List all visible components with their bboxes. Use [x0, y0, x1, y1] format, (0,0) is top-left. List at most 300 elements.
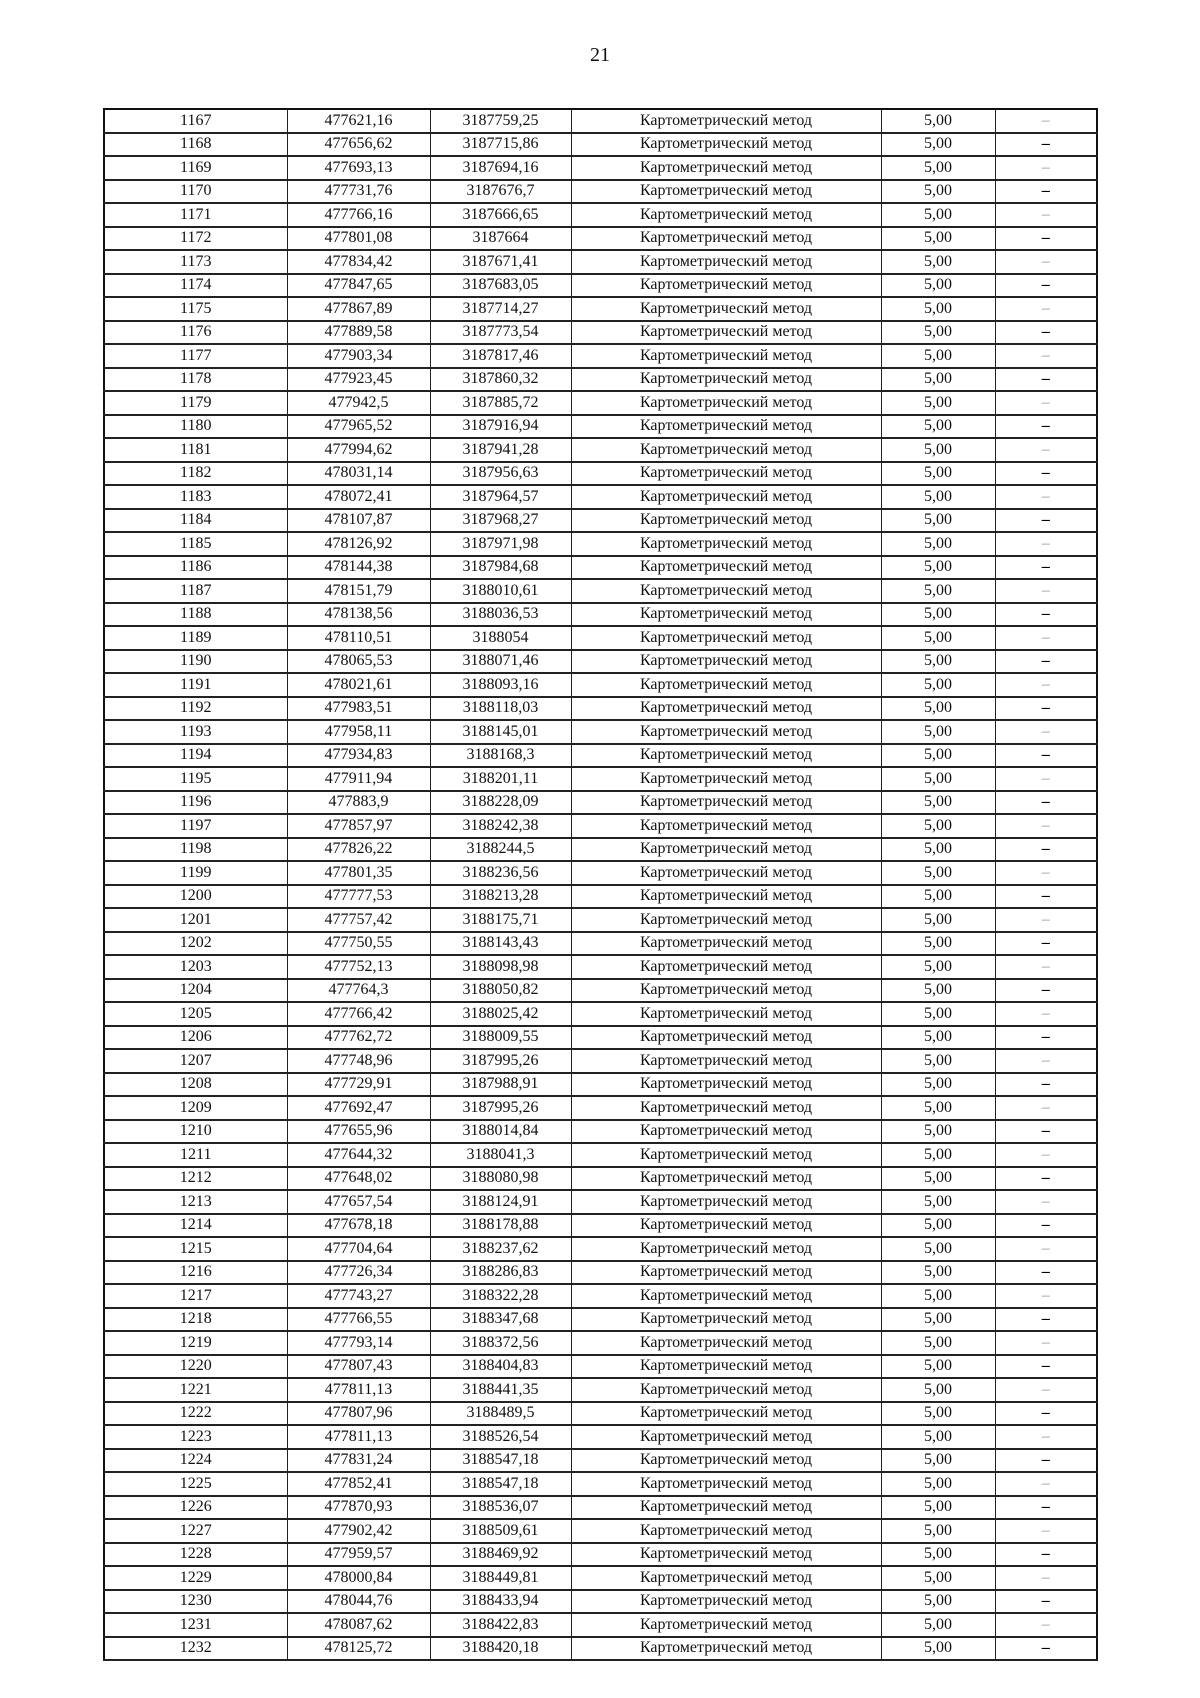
dash-cell: –: [995, 1002, 1097, 1026]
method-cell: Картометрический метод: [571, 932, 881, 956]
dash-cell: –: [995, 1096, 1097, 1120]
x-coordinate-cell: 477801,35: [287, 861, 430, 885]
table-row: [104, 274, 1097, 298]
dash-cell: –: [995, 932, 1097, 956]
table-row: [104, 1120, 1097, 1144]
x-coordinate-cell: 477726,34: [287, 1261, 430, 1285]
accuracy-cell: 5,00: [881, 650, 995, 674]
accuracy-cell: 5,00: [881, 1402, 995, 1426]
x-coordinate-cell: 478144,38: [287, 556, 430, 580]
table-row: [104, 744, 1097, 768]
accuracy-cell: 5,00: [881, 133, 995, 157]
table-row: [104, 368, 1097, 392]
point-number-cell: 1181: [104, 438, 287, 462]
point-number-cell: 1178: [104, 368, 287, 392]
y-coordinate-cell: 3188441,35: [430, 1378, 571, 1402]
method-cell: Картометрический метод: [571, 1355, 881, 1379]
method-cell: Картометрический метод: [571, 767, 881, 791]
table-row: [104, 1590, 1097, 1614]
x-coordinate-cell: 478000,84: [287, 1566, 430, 1590]
point-number-cell: 1175: [104, 297, 287, 321]
method-cell: Картометрический метод: [571, 838, 881, 862]
dash-cell: –: [995, 415, 1097, 439]
y-coordinate-cell: 3188124,91: [430, 1190, 571, 1214]
method-cell: Картометрический метод: [571, 1378, 881, 1402]
table-row: [104, 767, 1097, 791]
point-number-cell: 1215: [104, 1237, 287, 1261]
dash-cell: –: [995, 1496, 1097, 1520]
x-coordinate-cell: 477678,18: [287, 1214, 430, 1238]
method-cell: Картометрический метод: [571, 1566, 881, 1590]
method-cell: Картометрический метод: [571, 1261, 881, 1285]
table-row: [104, 1566, 1097, 1590]
x-coordinate-cell: 477807,43: [287, 1355, 430, 1379]
point-number-cell: 1179: [104, 391, 287, 415]
table-row: [104, 1637, 1097, 1661]
x-coordinate-cell: 477655,96: [287, 1120, 430, 1144]
x-coordinate-cell: 477748,96: [287, 1049, 430, 1073]
point-number-cell: 1221: [104, 1378, 287, 1402]
accuracy-cell: 5,00: [881, 297, 995, 321]
x-coordinate-cell: 477889,58: [287, 321, 430, 345]
table-row: [104, 1190, 1097, 1214]
method-cell: Картометрический метод: [571, 180, 881, 204]
coordinates-table: [103, 108, 1098, 1661]
dash-cell: –: [995, 1049, 1097, 1073]
dash-cell: –: [995, 297, 1097, 321]
accuracy-cell: 5,00: [881, 1543, 995, 1567]
y-coordinate-cell: 3187715,86: [430, 133, 571, 157]
table-row: [104, 1378, 1097, 1402]
method-cell: Картометрический метод: [571, 415, 881, 439]
method-cell: Картометрический метод: [571, 133, 881, 157]
point-number-cell: 1213: [104, 1190, 287, 1214]
table-row: [104, 438, 1097, 462]
y-coordinate-cell: 3188143,43: [430, 932, 571, 956]
dash-cell: –: [995, 180, 1097, 204]
accuracy-cell: 5,00: [881, 109, 995, 133]
dash-cell: –: [995, 838, 1097, 862]
point-number-cell: 1225: [104, 1472, 287, 1496]
y-coordinate-cell: 3188178,88: [430, 1214, 571, 1238]
y-coordinate-cell: 3188050,82: [430, 979, 571, 1003]
method-cell: Картометрический метод: [571, 603, 881, 627]
table-row: [104, 509, 1097, 533]
method-cell: Картометрический метод: [571, 344, 881, 368]
dash-cell: –: [995, 579, 1097, 603]
table-row: [104, 979, 1097, 1003]
point-number-cell: 1204: [104, 979, 287, 1003]
dash-cell: –: [995, 1308, 1097, 1332]
y-coordinate-cell: 3187759,25: [430, 109, 571, 133]
method-cell: Картометрический метод: [571, 1237, 881, 1261]
table-row: [104, 603, 1097, 627]
accuracy-cell: 5,00: [881, 1519, 995, 1543]
y-coordinate-cell: 3188242,38: [430, 814, 571, 838]
accuracy-cell: 5,00: [881, 1214, 995, 1238]
y-coordinate-cell: 3188054: [430, 626, 571, 650]
point-number-cell: 1169: [104, 156, 287, 180]
point-number-cell: 1201: [104, 908, 287, 932]
dash-cell: –: [995, 1449, 1097, 1473]
point-number-cell: 1182: [104, 462, 287, 486]
accuracy-cell: 5,00: [881, 791, 995, 815]
x-coordinate-cell: 478125,72: [287, 1637, 430, 1661]
method-cell: Картометрический метод: [571, 321, 881, 345]
y-coordinate-cell: 3188168,3: [430, 744, 571, 768]
y-coordinate-cell: 3188014,84: [430, 1120, 571, 1144]
y-coordinate-cell: 3188093,16: [430, 673, 571, 697]
dash-cell: –: [995, 438, 1097, 462]
accuracy-cell: 5,00: [881, 744, 995, 768]
point-number-cell: 1171: [104, 203, 287, 227]
accuracy-cell: 5,00: [881, 1590, 995, 1614]
accuracy-cell: 5,00: [881, 156, 995, 180]
table-row: [104, 1214, 1097, 1238]
point-number-cell: 1188: [104, 603, 287, 627]
method-cell: Картометрический метод: [571, 1002, 881, 1026]
table-row: [104, 650, 1097, 674]
y-coordinate-cell: 3188009,55: [430, 1026, 571, 1050]
point-number-cell: 1209: [104, 1096, 287, 1120]
y-coordinate-cell: 3187995,26: [430, 1096, 571, 1120]
method-cell: Картометрический метод: [571, 1120, 881, 1144]
dash-cell: –: [995, 720, 1097, 744]
x-coordinate-cell: 478021,61: [287, 673, 430, 697]
table-row: [104, 1543, 1097, 1567]
accuracy-cell: 5,00: [881, 1425, 995, 1449]
y-coordinate-cell: 3188489,5: [430, 1402, 571, 1426]
point-number-cell: 1186: [104, 556, 287, 580]
table-row: [104, 462, 1097, 486]
y-coordinate-cell: 3187664: [430, 227, 571, 251]
x-coordinate-cell: 477656,62: [287, 133, 430, 157]
x-coordinate-cell: 478107,87: [287, 509, 430, 533]
table-row: [104, 1613, 1097, 1637]
accuracy-cell: 5,00: [881, 203, 995, 227]
method-cell: Картометрический метод: [571, 1284, 881, 1308]
table-row: [104, 180, 1097, 204]
point-number-cell: 1185: [104, 532, 287, 556]
table-row: [104, 1026, 1097, 1050]
accuracy-cell: 5,00: [881, 274, 995, 298]
y-coordinate-cell: 3188404,83: [430, 1355, 571, 1379]
dash-cell: –: [995, 697, 1097, 721]
point-number-cell: 1190: [104, 650, 287, 674]
point-number-cell: 1231: [104, 1613, 287, 1637]
accuracy-cell: 5,00: [881, 603, 995, 627]
coordinates-table-body: [104, 109, 1097, 1660]
x-coordinate-cell: 477811,13: [287, 1425, 430, 1449]
table-row: [104, 297, 1097, 321]
table-row: [104, 1073, 1097, 1097]
y-coordinate-cell: 3187817,46: [430, 344, 571, 368]
table-row: [104, 156, 1097, 180]
x-coordinate-cell: 477847,65: [287, 274, 430, 298]
accuracy-cell: 5,00: [881, 1143, 995, 1167]
accuracy-cell: 5,00: [881, 1355, 995, 1379]
accuracy-cell: 5,00: [881, 344, 995, 368]
y-coordinate-cell: 3188236,56: [430, 861, 571, 885]
x-coordinate-cell: 477867,89: [287, 297, 430, 321]
accuracy-cell: 5,00: [881, 1190, 995, 1214]
point-number-cell: 1222: [104, 1402, 287, 1426]
point-number-cell: 1224: [104, 1449, 287, 1473]
dash-cell: –: [995, 227, 1097, 251]
method-cell: Картометрический метод: [571, 979, 881, 1003]
method-cell: Картометрический метод: [571, 1613, 881, 1637]
method-cell: Картометрический метод: [571, 250, 881, 274]
dash-cell: –: [995, 1284, 1097, 1308]
accuracy-cell: 5,00: [881, 180, 995, 204]
y-coordinate-cell: 3188228,09: [430, 791, 571, 815]
accuracy-cell: 5,00: [881, 1331, 995, 1355]
x-coordinate-cell: 477911,94: [287, 767, 430, 791]
dash-cell: –: [995, 1143, 1097, 1167]
dash-cell: –: [995, 532, 1097, 556]
dash-cell: –: [995, 509, 1097, 533]
table-row: [104, 1472, 1097, 1496]
method-cell: Картометрический метод: [571, 391, 881, 415]
method-cell: Картометрический метод: [571, 1449, 881, 1473]
accuracy-cell: 5,00: [881, 462, 995, 486]
accuracy-cell: 5,00: [881, 861, 995, 885]
accuracy-cell: 5,00: [881, 626, 995, 650]
method-cell: Картометрический метод: [571, 438, 881, 462]
dash-cell: –: [995, 485, 1097, 509]
point-number-cell: 1168: [104, 133, 287, 157]
table-row: [104, 1402, 1097, 1426]
method-cell: Картометрический метод: [571, 1049, 881, 1073]
accuracy-cell: 5,00: [881, 885, 995, 909]
table-row: [104, 1261, 1097, 1285]
point-number-cell: 1184: [104, 509, 287, 533]
table-row: [104, 1284, 1097, 1308]
table-row: [104, 1143, 1097, 1167]
point-number-cell: 1214: [104, 1214, 287, 1238]
point-number-cell: 1173: [104, 250, 287, 274]
y-coordinate-cell: 3188286,83: [430, 1261, 571, 1285]
point-number-cell: 1226: [104, 1496, 287, 1520]
dash-cell: –: [995, 1566, 1097, 1590]
x-coordinate-cell: 477883,9: [287, 791, 430, 815]
accuracy-cell: 5,00: [881, 979, 995, 1003]
point-number-cell: 1192: [104, 697, 287, 721]
dash-cell: –: [995, 344, 1097, 368]
dash-cell: –: [995, 650, 1097, 674]
accuracy-cell: 5,00: [881, 1378, 995, 1402]
y-coordinate-cell: 3188041,3: [430, 1143, 571, 1167]
y-coordinate-cell: 3188322,28: [430, 1284, 571, 1308]
dash-cell: –: [995, 556, 1097, 580]
x-coordinate-cell: 477777,53: [287, 885, 430, 909]
point-number-cell: 1199: [104, 861, 287, 885]
table-row: [104, 885, 1097, 909]
x-coordinate-cell: 477766,55: [287, 1308, 430, 1332]
point-number-cell: 1220: [104, 1355, 287, 1379]
y-coordinate-cell: 3187916,94: [430, 415, 571, 439]
method-cell: Картометрический метод: [571, 885, 881, 909]
table-row: [104, 391, 1097, 415]
method-cell: Картометрический метод: [571, 650, 881, 674]
y-coordinate-cell: 3187676,7: [430, 180, 571, 204]
y-coordinate-cell: 3188025,42: [430, 1002, 571, 1026]
y-coordinate-cell: 3187671,41: [430, 250, 571, 274]
dash-cell: –: [995, 673, 1097, 697]
method-cell: Картометрический метод: [571, 1026, 881, 1050]
x-coordinate-cell: 477852,41: [287, 1472, 430, 1496]
y-coordinate-cell: 3187666,65: [430, 203, 571, 227]
point-number-cell: 1227: [104, 1519, 287, 1543]
table-row: [104, 485, 1097, 509]
point-number-cell: 1193: [104, 720, 287, 744]
y-coordinate-cell: 3187694,16: [430, 156, 571, 180]
y-coordinate-cell: 3187984,68: [430, 556, 571, 580]
accuracy-cell: 5,00: [881, 1261, 995, 1285]
point-number-cell: 1228: [104, 1543, 287, 1567]
x-coordinate-cell: 477757,42: [287, 908, 430, 932]
x-coordinate-cell: 477965,52: [287, 415, 430, 439]
y-coordinate-cell: 3188433,94: [430, 1590, 571, 1614]
method-cell: Картометрический метод: [571, 1543, 881, 1567]
y-coordinate-cell: 3188526,54: [430, 1425, 571, 1449]
y-coordinate-cell: 3187683,05: [430, 274, 571, 298]
method-cell: Картометрический метод: [571, 1637, 881, 1661]
table-row: [104, 1519, 1097, 1543]
accuracy-cell: 5,00: [881, 368, 995, 392]
table-row: [104, 203, 1097, 227]
point-number-cell: 1196: [104, 791, 287, 815]
y-coordinate-cell: 3188237,62: [430, 1237, 571, 1261]
method-cell: Картометрический метод: [571, 1590, 881, 1614]
point-number-cell: 1189: [104, 626, 287, 650]
accuracy-cell: 5,00: [881, 532, 995, 556]
table-row: [104, 133, 1097, 157]
x-coordinate-cell: 477644,32: [287, 1143, 430, 1167]
x-coordinate-cell: 477704,64: [287, 1237, 430, 1261]
x-coordinate-cell: 477801,08: [287, 227, 430, 251]
x-coordinate-cell: 477750,55: [287, 932, 430, 956]
accuracy-cell: 5,00: [881, 1237, 995, 1261]
method-cell: Картометрический метод: [571, 1519, 881, 1543]
method-cell: Картометрический метод: [571, 203, 881, 227]
accuracy-cell: 5,00: [881, 767, 995, 791]
method-cell: Картометрический метод: [571, 1143, 881, 1167]
point-number-cell: 1174: [104, 274, 287, 298]
x-coordinate-cell: 477811,13: [287, 1378, 430, 1402]
y-coordinate-cell: 3188010,61: [430, 579, 571, 603]
table-row: [104, 814, 1097, 838]
y-coordinate-cell: 3188469,92: [430, 1543, 571, 1567]
x-coordinate-cell: 477834,42: [287, 250, 430, 274]
accuracy-cell: 5,00: [881, 579, 995, 603]
accuracy-cell: 5,00: [881, 673, 995, 697]
x-coordinate-cell: 477764,3: [287, 979, 430, 1003]
dash-cell: –: [995, 1472, 1097, 1496]
table-row: [104, 697, 1097, 721]
x-coordinate-cell: 477958,11: [287, 720, 430, 744]
method-cell: Картометрический метод: [571, 744, 881, 768]
point-number-cell: 1167: [104, 109, 287, 133]
method-cell: Картометрический метод: [571, 227, 881, 251]
point-number-cell: 1217: [104, 1284, 287, 1308]
accuracy-cell: 5,00: [881, 321, 995, 345]
accuracy-cell: 5,00: [881, 1284, 995, 1308]
x-coordinate-cell: 477692,47: [287, 1096, 430, 1120]
method-cell: Картометрический метод: [571, 673, 881, 697]
accuracy-cell: 5,00: [881, 932, 995, 956]
y-coordinate-cell: 3187860,32: [430, 368, 571, 392]
accuracy-cell: 5,00: [881, 1002, 995, 1026]
y-coordinate-cell: 3187964,57: [430, 485, 571, 509]
y-coordinate-cell: 3188098,98: [430, 955, 571, 979]
dash-cell: –: [995, 1120, 1097, 1144]
method-cell: Картометрический метод: [571, 955, 881, 979]
y-coordinate-cell: 3188071,46: [430, 650, 571, 674]
y-coordinate-cell: 3188080,98: [430, 1167, 571, 1191]
x-coordinate-cell: 478065,53: [287, 650, 430, 674]
accuracy-cell: 5,00: [881, 838, 995, 862]
y-coordinate-cell: 3188244,5: [430, 838, 571, 862]
y-coordinate-cell: 3188201,11: [430, 767, 571, 791]
accuracy-cell: 5,00: [881, 391, 995, 415]
x-coordinate-cell: 477826,22: [287, 838, 430, 862]
x-coordinate-cell: 477870,93: [287, 1496, 430, 1520]
method-cell: Картометрический метод: [571, 1331, 881, 1355]
method-cell: Картометрический метод: [571, 1167, 881, 1191]
point-number-cell: 1187: [104, 579, 287, 603]
y-coordinate-cell: 3188449,81: [430, 1566, 571, 1590]
point-number-cell: 1194: [104, 744, 287, 768]
accuracy-cell: 5,00: [881, 1049, 995, 1073]
dash-cell: –: [995, 109, 1097, 133]
accuracy-cell: 5,00: [881, 1073, 995, 1097]
table-row: [104, 1449, 1097, 1473]
method-cell: Картометрический метод: [571, 368, 881, 392]
method-cell: Картометрический метод: [571, 274, 881, 298]
dash-cell: –: [995, 1331, 1097, 1355]
method-cell: Картометрический метод: [571, 814, 881, 838]
accuracy-cell: 5,00: [881, 415, 995, 439]
method-cell: Картометрический метод: [571, 462, 881, 486]
y-coordinate-cell: 3188036,53: [430, 603, 571, 627]
x-coordinate-cell: 478072,41: [287, 485, 430, 509]
x-coordinate-cell: 477693,13: [287, 156, 430, 180]
table-row: [104, 1096, 1097, 1120]
point-number-cell: 1212: [104, 1167, 287, 1191]
method-cell: Картометрический метод: [571, 297, 881, 321]
x-coordinate-cell: 478031,14: [287, 462, 430, 486]
dash-cell: –: [995, 1519, 1097, 1543]
accuracy-cell: 5,00: [881, 485, 995, 509]
method-cell: Картометрический метод: [571, 1190, 881, 1214]
dash-cell: –: [995, 1026, 1097, 1050]
method-cell: Картометрический метод: [571, 1402, 881, 1426]
x-coordinate-cell: 477934,83: [287, 744, 430, 768]
dash-cell: –: [995, 1543, 1097, 1567]
method-cell: Картометрический метод: [571, 720, 881, 744]
point-number-cell: 1207: [104, 1049, 287, 1073]
point-number-cell: 1176: [104, 321, 287, 345]
accuracy-cell: 5,00: [881, 1613, 995, 1637]
accuracy-cell: 5,00: [881, 556, 995, 580]
table-row: [104, 1331, 1097, 1355]
dash-cell: –: [995, 955, 1097, 979]
table-row: [104, 1167, 1097, 1191]
accuracy-cell: 5,00: [881, 438, 995, 462]
table-row: [104, 932, 1097, 956]
point-number-cell: 1170: [104, 180, 287, 204]
